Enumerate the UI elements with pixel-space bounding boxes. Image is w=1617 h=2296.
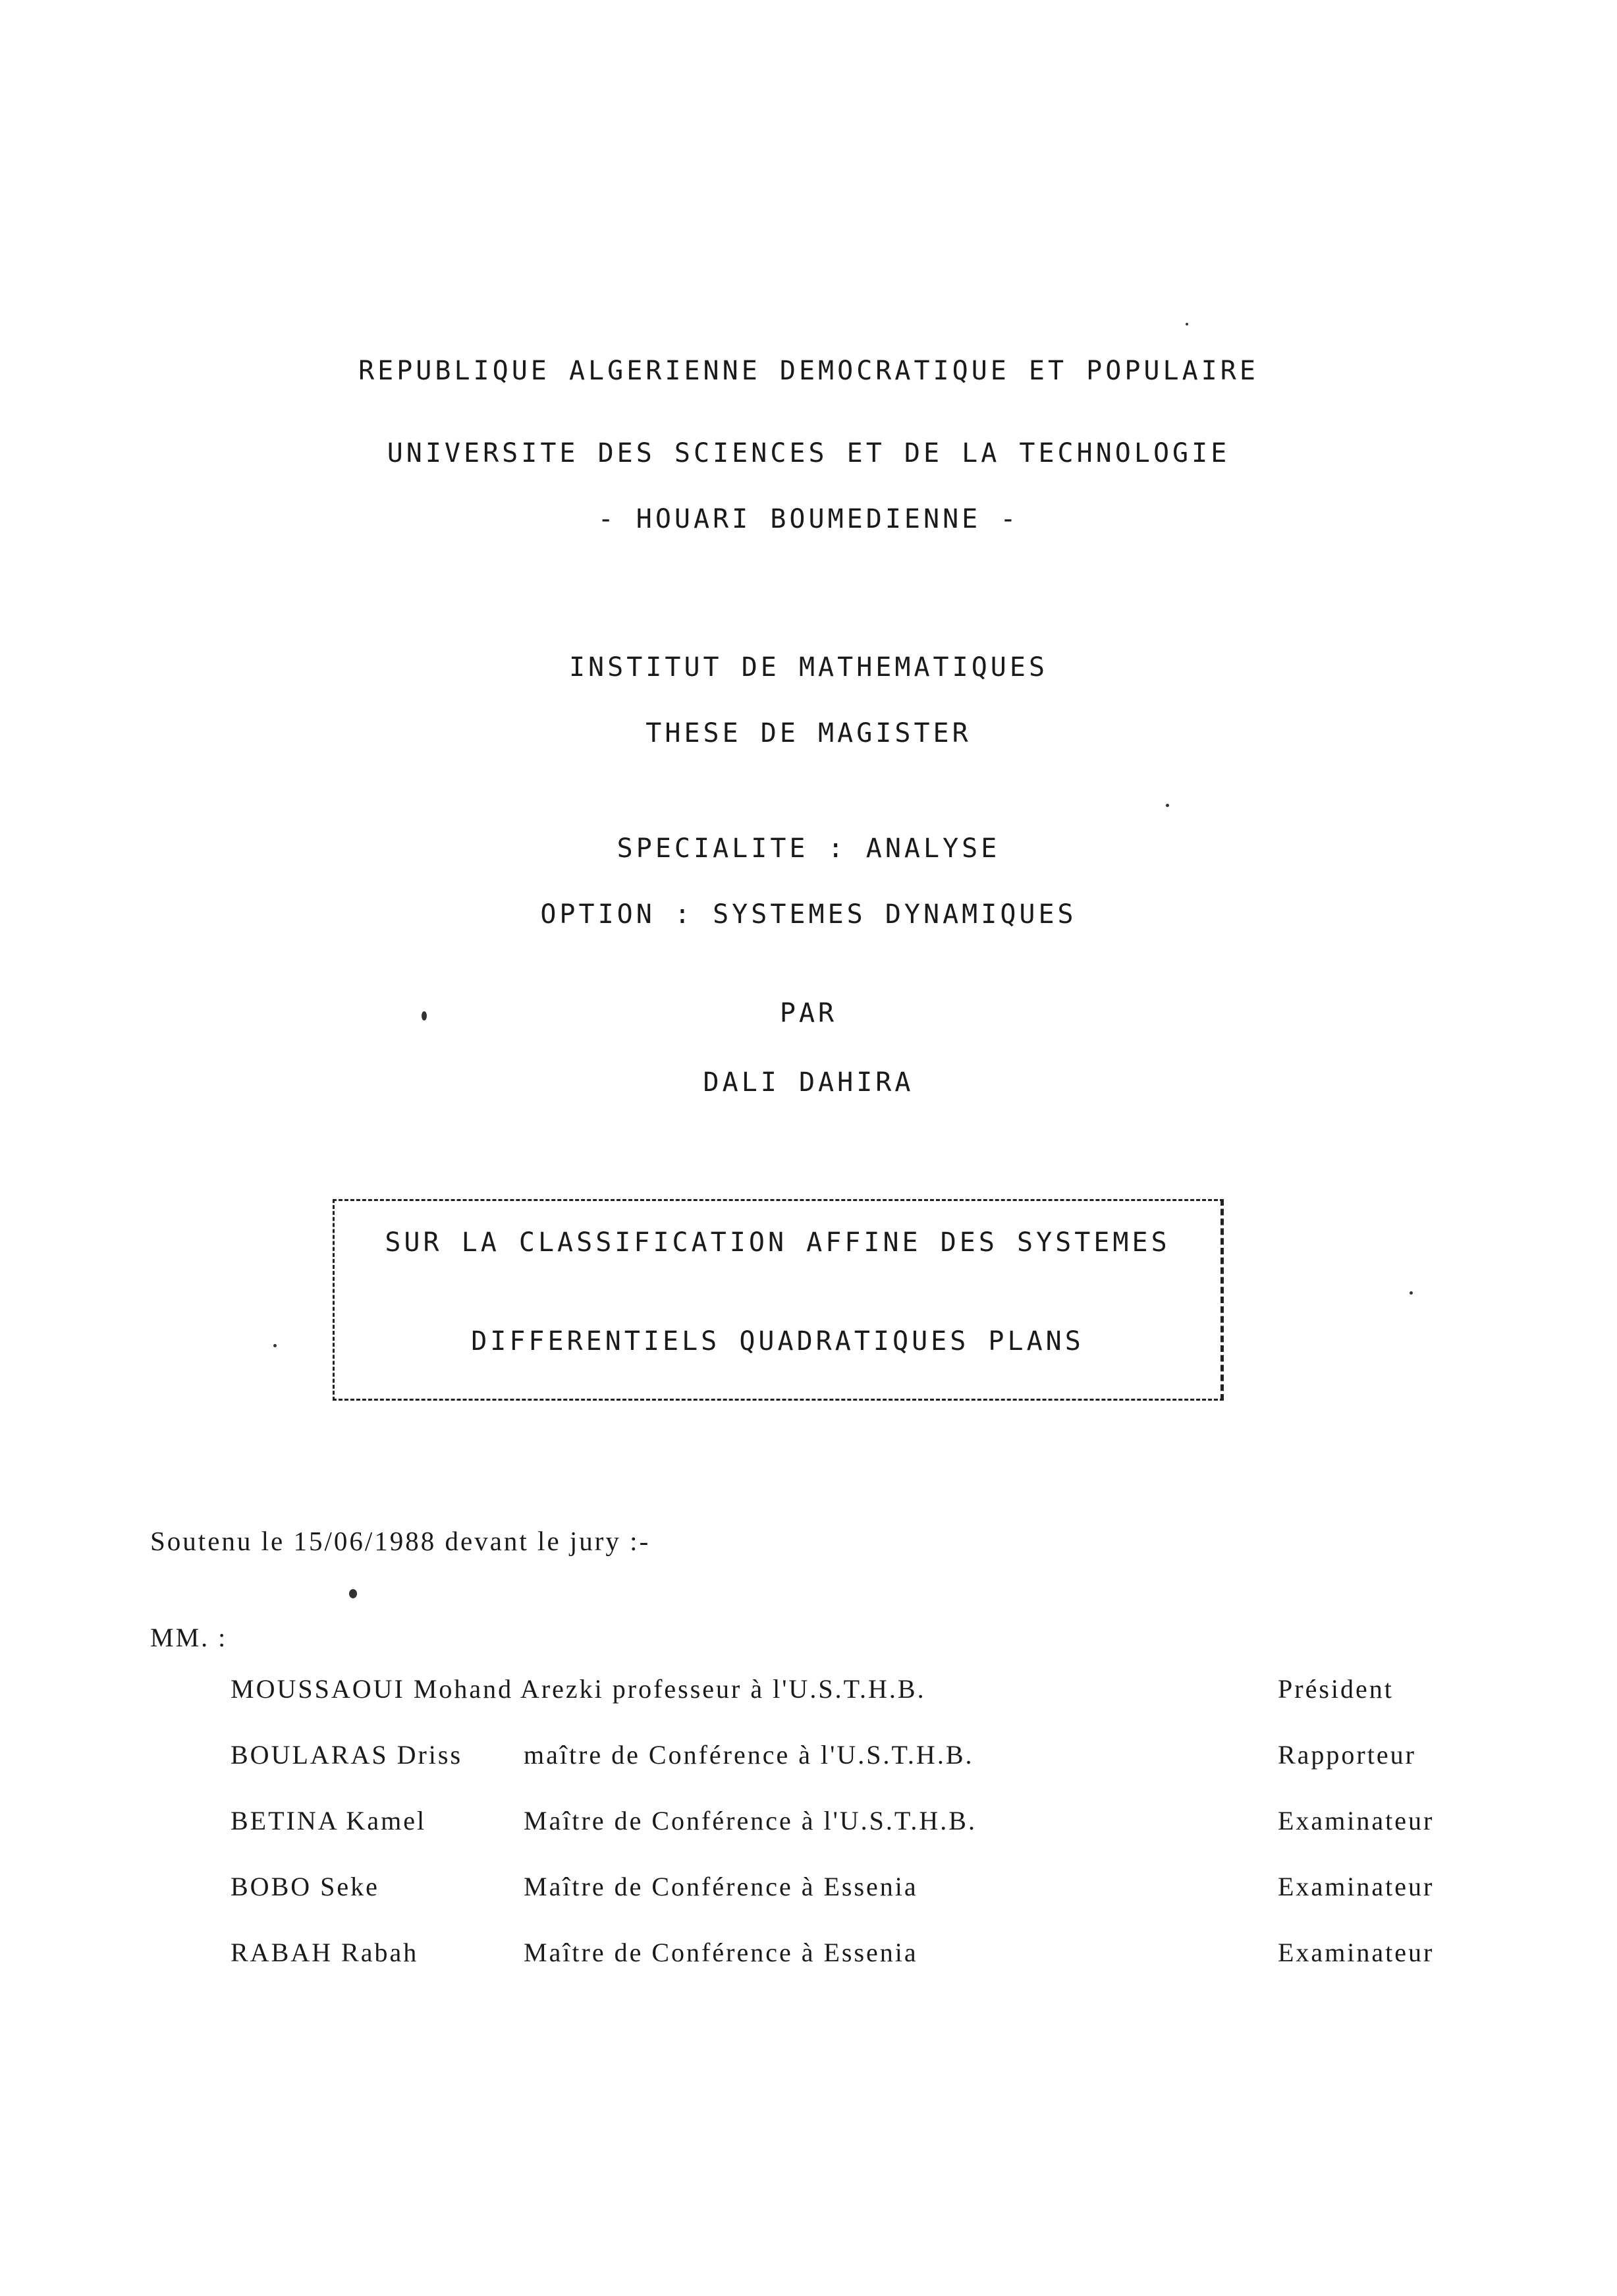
jury-member: BOULARAS Driss bbox=[231, 1740, 463, 1770]
jury-title: Maître de Conférence à l'U.S.T.H.B. bbox=[524, 1806, 977, 1835]
jury-title: Maître de Conférence à Essenia bbox=[524, 1872, 918, 1901]
scan-speck bbox=[273, 1344, 277, 1347]
jury-row bbox=[231, 1739, 1502, 1805]
jury-role: Examinateur bbox=[1278, 1938, 1435, 1967]
jury-member: BETINA Kamel bbox=[231, 1806, 427, 1835]
jury-title: maître de Conférence à l'U.S.T.H.B. bbox=[524, 1740, 974, 1770]
jury-title: Maître de Conférence à Essenia bbox=[524, 1938, 918, 1967]
scan-speck bbox=[1186, 323, 1188, 325]
thesis-title-line-1: SUR LA CLASSIFICATION AFFINE DES SYSTEMES bbox=[385, 1227, 1170, 1258]
defense-statement: Soutenu le 15/06/1988 devant le jury :- bbox=[150, 1526, 651, 1556]
university-name: - HOUARI BOUMEDIENNE - bbox=[597, 504, 1020, 534]
jury-row bbox=[231, 1805, 1502, 1871]
scan-speck bbox=[349, 1589, 357, 1598]
jury-row bbox=[231, 1871, 1502, 1937]
scan-speck bbox=[1410, 1291, 1413, 1295]
jury-role: Examinateur bbox=[1278, 1806, 1435, 1835]
option: OPTION : SYSTEMES DYNAMIQUES bbox=[540, 899, 1077, 930]
jury-member: BOBO Seke bbox=[231, 1872, 379, 1901]
university-heading: UNIVERSITE DES SCIENCES ET DE LA TECHNOLOGIE bbox=[387, 438, 1230, 468]
jury-row bbox=[231, 1937, 1502, 2003]
republic-heading: REPUBLIQUE ALGERIENNE DEMOCRATIQUE ET POPULAIRE bbox=[358, 356, 1259, 386]
jury-role: Président bbox=[1278, 1674, 1394, 1704]
scan-speck bbox=[1166, 804, 1169, 807]
speciality: SPECIALITE : ANALYSE bbox=[617, 833, 1000, 864]
jury-member: RABAH Rabah bbox=[231, 1938, 419, 1967]
jury-list bbox=[231, 1673, 1502, 2003]
jury-role: Rapporteur bbox=[1278, 1740, 1416, 1770]
jury-role: Examinateur bbox=[1278, 1872, 1435, 1901]
thesis-title-line-2: DIFFERENTIELS QUADRATIQUES PLANS bbox=[471, 1326, 1084, 1357]
institute-name: INSTITUT DE MATHEMATIQUES bbox=[568, 652, 1049, 683]
jury-label: MM. : bbox=[150, 1623, 228, 1652]
jury-member: MOUSSAOUI Mohand Arezki professeur à l'U.S.T.H.B. bbox=[231, 1674, 926, 1704]
by-label: PAR bbox=[779, 998, 838, 1028]
scan-speck bbox=[422, 1011, 427, 1021]
thesis-title-box bbox=[333, 1199, 1224, 1401]
thesis-type: THESE DE MAGISTER bbox=[645, 718, 972, 748]
author-name: DALI DAHIRA bbox=[703, 1067, 914, 1098]
jury-row bbox=[231, 1673, 1502, 1739]
